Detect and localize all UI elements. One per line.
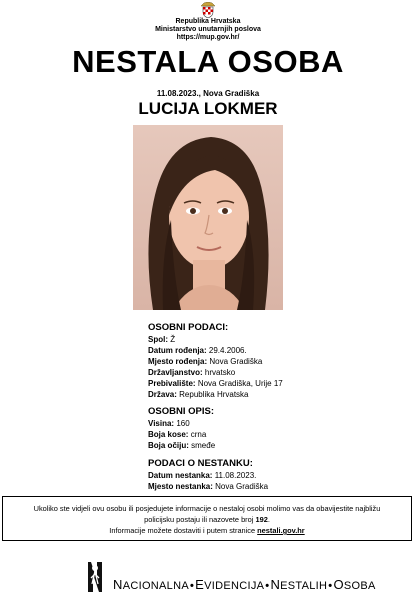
coat-of-arms-icon xyxy=(199,2,217,18)
list-item: Datum rođenja: 29.4.2006. xyxy=(148,346,247,355)
institution-url[interactable]: https://mup.gov.hr/ xyxy=(176,34,240,41)
missing-person-logo-icon xyxy=(86,560,104,594)
website-link[interactable]: nestali.gov.hr xyxy=(257,526,305,535)
page-title: NESTALA OSOBA xyxy=(72,44,344,79)
personal-data-title: OSOBNI PODACI: xyxy=(148,322,229,333)
disappearance-list xyxy=(148,470,268,492)
list-item: Datum nestanka: 11.08.2023. xyxy=(148,471,257,480)
disappearance-title: PODACI O NESTANKU: xyxy=(148,458,253,469)
list-item: Državljanstvo: hrvatsko xyxy=(148,368,236,377)
list-item: Mjesto nestanka: Nova Gradiška xyxy=(148,482,269,491)
description-list xyxy=(148,418,215,451)
personal-data-list xyxy=(148,334,283,400)
phone-number[interactable]: 192 xyxy=(255,515,268,524)
description-title: OSOBNI OPIS: xyxy=(148,406,214,417)
notice-line-2: policijsku postaju ili nazovete broj 192. xyxy=(144,515,270,524)
list-item: Spol: Ž xyxy=(148,335,176,344)
list-item: Boja kose: crna xyxy=(148,430,207,439)
institution-ministry: Ministarstvo unutarnjih poslova xyxy=(155,26,261,33)
list-item: Država: Republika Hrvatska xyxy=(148,390,249,399)
list-item: Mjesto rođenja: Nova Gradiška xyxy=(148,357,263,366)
notice-line-3: Informacije možete dostaviti i putem stranice nestali.gov.hr xyxy=(109,526,305,535)
list-item: Boja očiju: smeđe xyxy=(148,441,216,450)
date-place: 11.08.2023., Nova Gradiška xyxy=(156,89,260,98)
footer-organization: NACIONALNA•EVIDENCIJA•NESTALIH•OSOBA xyxy=(113,577,376,592)
person-photo xyxy=(133,125,283,310)
institution-country: Republika Hrvatska xyxy=(175,18,241,25)
list-item: Prebivalište: Nova Gradiška, Urije 17 xyxy=(148,379,283,388)
notice-box xyxy=(2,496,412,541)
notice-line-1: Ukoliko ste vidjeli ovu osobu ili posjedujete informacije o nestaloj osobi molimo vas da obavijestite najbližu xyxy=(33,504,381,513)
list-item: Visina: 160 xyxy=(148,419,190,428)
person-name: LUCIJA LOKMER xyxy=(138,99,278,118)
